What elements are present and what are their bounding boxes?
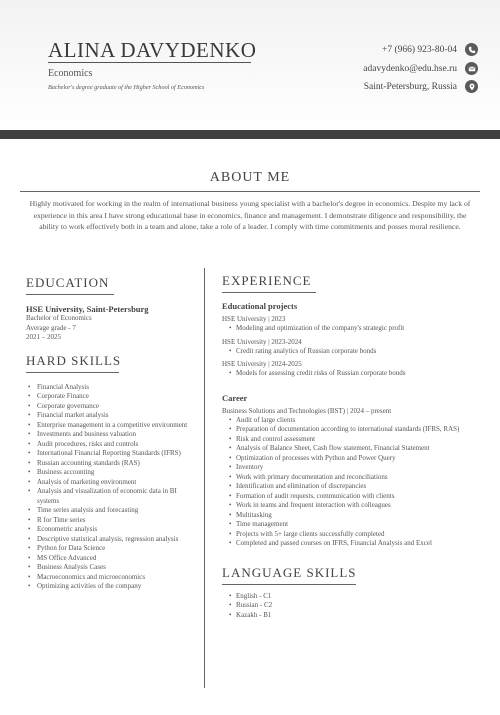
- list-item: • Corporate Finance: [26, 392, 196, 402]
- list-item: • Credit rating analytics of Russian corporate bonds: [222, 347, 484, 357]
- list-item: • R for Time series: [26, 516, 196, 526]
- location-text: Saint-Petersburg, Russia: [363, 81, 457, 92]
- list-item: • Python for Data Science: [26, 544, 196, 554]
- list-item: • MS Office Advanced: [26, 554, 196, 564]
- location-icon: [465, 80, 478, 93]
- project-entry: [222, 359, 484, 379]
- list-item: • Completed and passed courses on IFRS, Financial Analysis and Excel: [222, 539, 484, 549]
- career-org: Business Solutions and Technologies (BST) | 2024 – present: [222, 406, 392, 415]
- project-org: HSE University | 2023: [222, 315, 286, 323]
- list-item: • Work with primary documentation and reconciliations: [222, 473, 484, 483]
- list-item: • Identification and elimination of discrepancies: [222, 482, 484, 492]
- experience-title: EXPERIENCE: [222, 273, 312, 288]
- list-item: • Analysis of Balance Sheet, Cash flow statement, Financial Statement: [222, 444, 484, 454]
- experience-rule: [222, 292, 316, 293]
- list-item: • Corporate governance: [26, 402, 196, 412]
- about-title: ABOUT ME: [209, 170, 291, 185]
- candidate-name: ALINA DAVYDENKO: [48, 38, 257, 62]
- career-list: [222, 416, 484, 549]
- list-item: • Enterprise management in a competitive environment: [26, 421, 196, 431]
- project-org: HSE University | 2023-2024: [222, 337, 302, 346]
- contact-location: [364, 80, 478, 93]
- list-item: • Financial Analysis: [26, 383, 196, 393]
- list-item: • English - C1: [222, 592, 484, 602]
- list-item: • Work in teams and frequent interaction with colleagues: [222, 501, 484, 511]
- left-column: [26, 275, 196, 592]
- project-entry: [222, 337, 484, 357]
- projects-title: Educational projects: [222, 301, 298, 311]
- education-rule: [26, 294, 114, 295]
- project-org: HSE University | 2024-2025: [222, 360, 302, 368]
- about-text: Highly motivated for working in the realm of international business young specialist with a bachelor's degree in economics. Despite my lack of experience in this area I have strong educational base in economics, finance and management. I demonstrate diligence and responsibility, the ability to work effectively both in a team and alone, take a role of a leader. I comply with time commitments and posses moral resilience.: [29, 199, 471, 232]
- list-item: • Inventory: [222, 463, 484, 473]
- hard-skills-title: HARD SKILLS: [26, 352, 122, 368]
- list-item: • Macroeconomics and microeconomics: [26, 573, 196, 583]
- list-item: • Investments and business valuation: [26, 430, 196, 440]
- list-item: • Kazakh - B1: [222, 611, 484, 621]
- list-item: • Modeling and optimization of the company's strategic profit: [222, 324, 484, 334]
- list-item: • International Financial Reporting Standards (IFRS): [26, 449, 196, 459]
- list-item: • Time series analysis and forecasting: [26, 506, 196, 516]
- career-entry: [222, 406, 484, 549]
- language-entry: [222, 592, 484, 621]
- list-item: • Financial market analysis: [26, 411, 196, 421]
- phone-icon: [465, 43, 478, 56]
- contact-email: [363, 62, 478, 75]
- project-entry: [222, 314, 484, 334]
- list-item: • Optimizing activities of the company: [26, 582, 196, 592]
- list-item: • Russian - C2: [222, 601, 484, 611]
- education-years: 2021 – 2025: [26, 333, 61, 341]
- list-item: • Analysis of marketing environment: [26, 478, 196, 488]
- list-item: • Audit procedures, risks and controls: [26, 440, 196, 450]
- list-item: • Russian accounting standards (RAS): [26, 459, 196, 469]
- list-item: • Formation of audit requests, communication with clients: [222, 492, 484, 502]
- about-rule: [20, 191, 480, 192]
- list-item: • Preparation of documentation according to international standards (IFRS, RAS): [222, 425, 484, 435]
- list-item: • Multitasking: [222, 511, 484, 521]
- list-item: • Descriptive statistical analysis, regression analysis: [26, 535, 196, 545]
- list-item: • Business accounting: [26, 468, 196, 478]
- education-school: HSE University, Saint-Petersburg: [26, 304, 149, 314]
- language-skills-rule: [222, 584, 356, 585]
- language-list: [222, 592, 484, 621]
- list-item: • Models for assessing credit risks of Russian corporate bonds: [222, 369, 484, 379]
- name-underline: [48, 62, 251, 63]
- list-item: • Analysis and visualization of economic data in BI systems: [26, 487, 196, 506]
- contact-phone: [382, 43, 478, 56]
- list-item: • Business Analysis Cases: [26, 563, 196, 573]
- education-degree: Bachelor of Economics: [26, 314, 92, 322]
- list-item: • Projects with 5+ large clients successfully completed: [222, 530, 484, 540]
- right-column: [222, 273, 484, 620]
- list-item: • Optimization of processes with Python and Power Query: [222, 454, 484, 464]
- header-divider-band: [0, 130, 500, 139]
- column-divider: [204, 268, 205, 688]
- candidate-field: Economics: [48, 68, 93, 79]
- candidate-tagline: Bachelor's degree graduate of the Higher School of Economics: [48, 84, 205, 91]
- career-title: Career: [222, 392, 248, 403]
- education-title: EDUCATION: [26, 275, 110, 290]
- hard-skills-list: [26, 383, 196, 592]
- email-text: adavydenko@edu.hse.ru: [363, 63, 457, 74]
- list-item: • Audit of large clients: [222, 416, 484, 426]
- phone-text: +7 (966) 923-80-04: [381, 44, 457, 55]
- list-item: • Time management: [222, 520, 484, 530]
- education-grade: Average grade - 7: [26, 323, 76, 332]
- list-item: • Econometric analysis: [26, 525, 196, 535]
- list-item: • Risk and control assessment: [222, 435, 484, 445]
- email-icon: [465, 62, 478, 75]
- language-skills-title: LANGUAGE SKILLS: [222, 564, 357, 580]
- hard-skills-rule: [26, 372, 119, 373]
